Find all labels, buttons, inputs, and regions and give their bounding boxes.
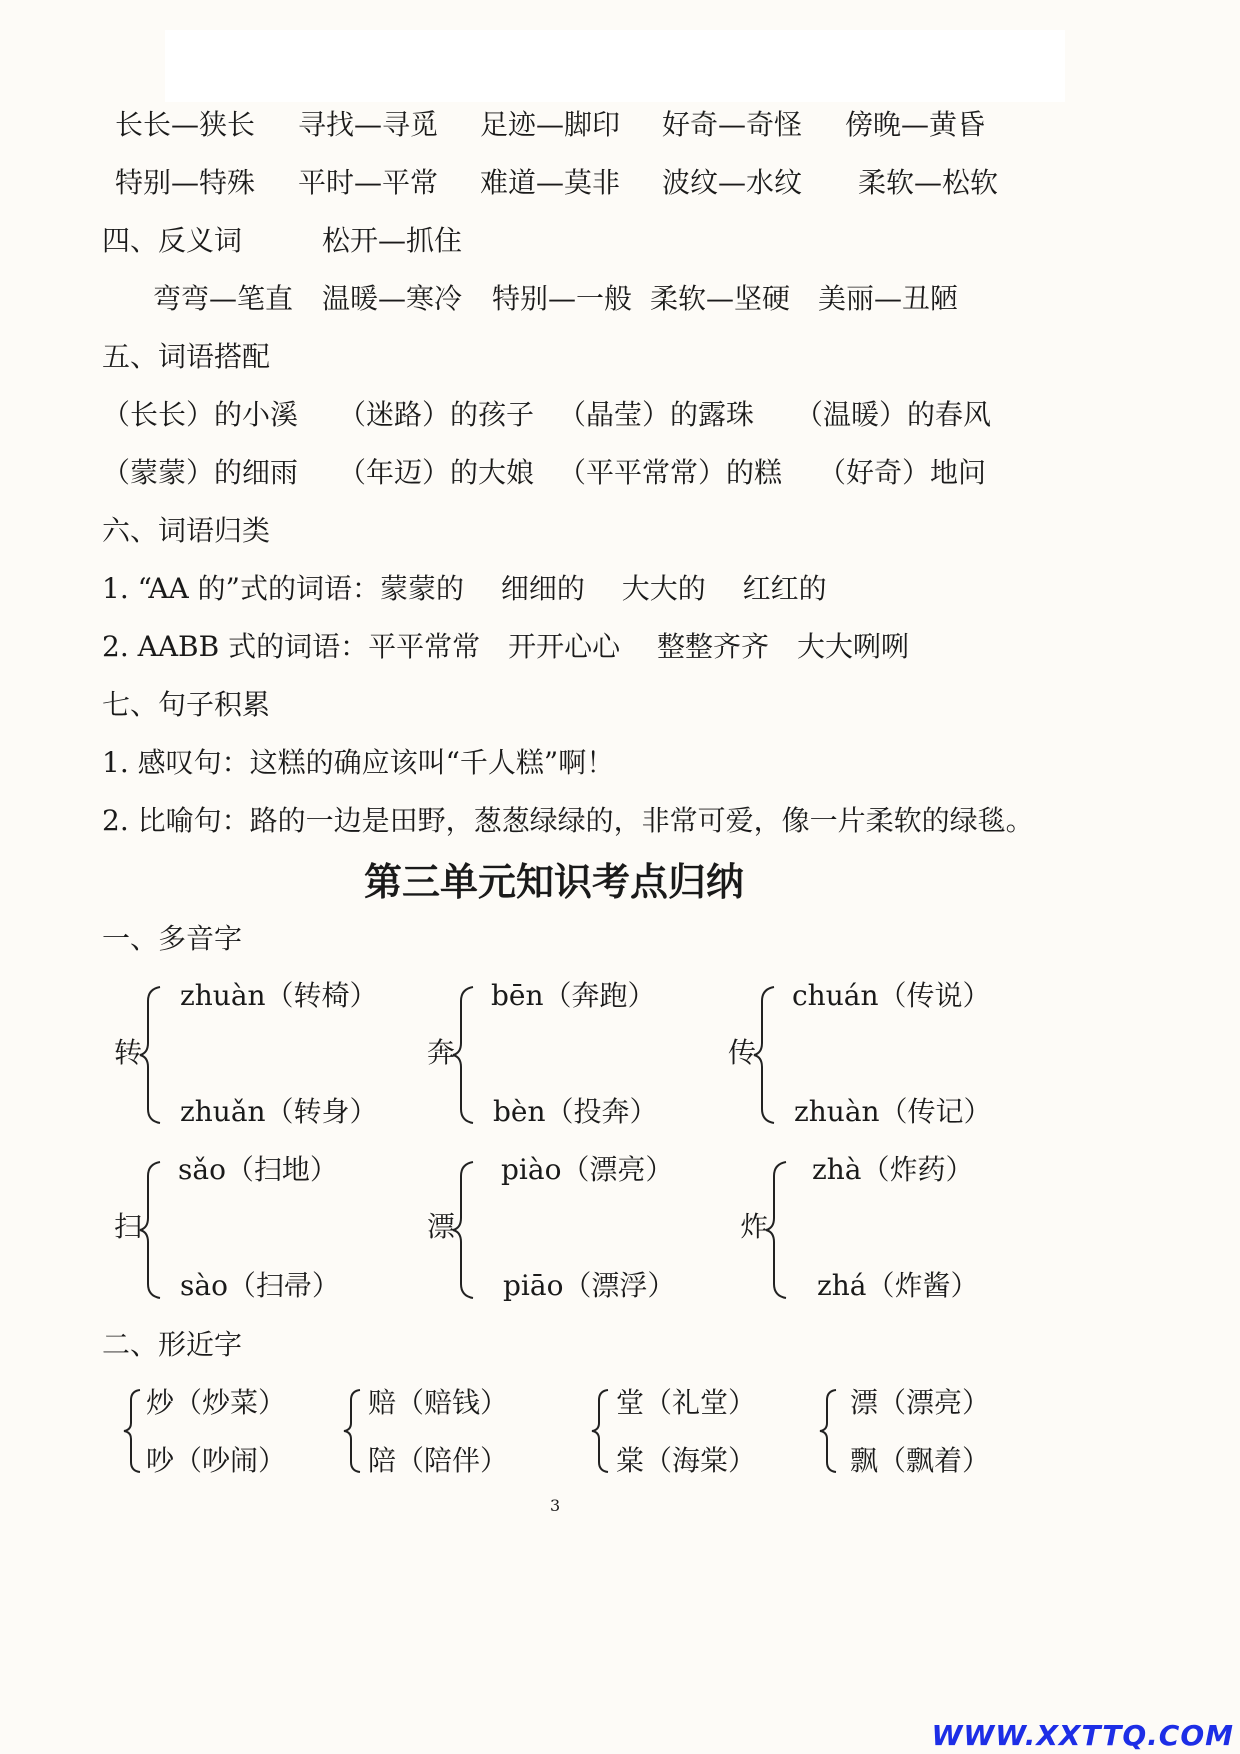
polyphone-reading: chuán（传说） — [792, 979, 991, 1012]
classify-line-aa: 1. “AA 的”式的词语：蒙蒙的 细细的 大大的 红红的 — [102, 572, 827, 605]
collocation-item: （蒙蒙）的细雨 — [102, 456, 299, 489]
polyphone-char: 炸 — [740, 1210, 769, 1243]
polyphone-reading: sǎo（扫地） — [178, 1153, 338, 1186]
similar-item: 炒（炒菜） — [146, 1386, 287, 1419]
synonym-pair: 傍晚—黄昏 — [845, 108, 986, 141]
polyphone-reading: bēn（奔跑） — [491, 979, 656, 1012]
collocation-item: （长长）的小溪 — [102, 398, 299, 431]
collocation-item: （迷路）的孩子 — [338, 398, 535, 431]
polyphone-char: 奔 — [427, 1036, 456, 1069]
collocation-item: （平平常常）的糕 — [558, 456, 783, 489]
brace-icon — [122, 1388, 144, 1474]
antonym-pair: 柔软—坚硬 — [650, 282, 791, 315]
page-number: 3 — [550, 1496, 561, 1515]
sentence-exclamation: 1. 感叹句：这糕的确应该叫“千人糕”啊！ — [102, 746, 615, 779]
polyphone-reading: zhuàn（转椅） — [180, 979, 378, 1012]
synonym-pair: 寻找—寻觅 — [298, 108, 439, 141]
polyphone-reading: bèn（投奔） — [493, 1095, 658, 1128]
polyphone-reading: zhá（炸酱） — [817, 1269, 979, 1302]
brace-icon — [451, 985, 477, 1125]
similar-item: 陪（陪伴） — [368, 1444, 509, 1477]
polyphone-char: 转 — [114, 1036, 143, 1069]
similar-item: 吵（吵闹） — [146, 1444, 287, 1477]
polyphone-reading: zhà（炸药） — [812, 1153, 974, 1186]
synonym-pair: 好奇—奇怪 — [662, 108, 803, 141]
polyphone-reading: zhuàn（传记） — [794, 1095, 992, 1128]
similar-item: 堂（礼堂） — [616, 1386, 757, 1419]
similar-heading: 二、形近字 — [102, 1328, 243, 1361]
antonym-pair: 特别—一般 — [492, 282, 633, 315]
polyphone-char: 扫 — [114, 1210, 143, 1243]
brace-icon — [590, 1388, 612, 1474]
similar-item: 飘（飘着） — [850, 1444, 991, 1477]
polyphone-char: 传 — [728, 1036, 757, 1069]
antonym-pair: 松开—抓住 — [322, 224, 463, 257]
polyphone-reading: zhuǎn（转身） — [180, 1095, 378, 1128]
synonym-pair: 平时—平常 — [298, 166, 439, 199]
synonym-pair: 波纹—水纹 — [662, 166, 803, 199]
brace-icon — [764, 1160, 790, 1300]
brace-icon — [138, 985, 164, 1125]
collocation-heading: 五、词语搭配 — [102, 340, 271, 373]
similar-item: 赔（赔钱） — [368, 1386, 509, 1419]
synonym-pair: 足迹—脚印 — [480, 108, 621, 141]
antonym-pair: 温暖—寒冷 — [322, 282, 463, 315]
collocation-item: （温暖）的春风 — [795, 398, 992, 431]
polyphone-reading: sào（扫帚） — [180, 1269, 340, 1302]
classify-heading: 六、词语归类 — [102, 514, 271, 547]
synonym-pair: 特别—特殊 — [115, 166, 256, 199]
synonym-pair: 长长—狭长 — [115, 108, 256, 141]
synonym-pair: 难道—莫非 — [480, 166, 621, 199]
brace-icon — [451, 1160, 477, 1300]
similar-item: 漂（漂亮） — [850, 1386, 991, 1419]
sentences-heading: 七、句子积累 — [102, 688, 271, 721]
site-watermark[interactable]: WWW.XXTTQ.COM — [931, 1719, 1234, 1752]
sentence-simile: 2. 比喻句：路的一边是田野，葱葱绿绿的，非常可爱，像一片柔软的绿毯。 — [102, 804, 1034, 837]
polyphone-char: 漂 — [427, 1210, 456, 1243]
similar-item: 棠（海棠） — [616, 1444, 757, 1477]
polyphone-reading: piāo（漂浮） — [503, 1269, 676, 1302]
antonym-pair: 弯弯—笔直 — [153, 282, 294, 315]
polyphone-reading: piào（漂亮） — [501, 1153, 674, 1186]
brace-icon — [752, 985, 778, 1125]
top-blank-band — [165, 30, 1065, 102]
polyphones-heading: 一、多音字 — [102, 922, 243, 955]
collocation-item: （晶莹）的露珠 — [558, 398, 755, 431]
synonym-pair: 柔软—松软 — [858, 166, 999, 199]
antonym-pair: 美丽—丑陋 — [818, 282, 959, 315]
unit3-title: 第三单元知识考点归纳 — [363, 860, 744, 904]
brace-icon — [342, 1388, 364, 1474]
collocation-item: （好奇）地问 — [818, 456, 987, 489]
brace-icon — [818, 1388, 840, 1474]
collocation-item: （年迈）的大娘 — [338, 456, 535, 489]
antonyms-heading: 四、反义词 — [102, 224, 243, 257]
classify-line-aabb: 2. AABB 式的词语：平平常常 开开心心 整整齐齐 大大咧咧 — [102, 630, 910, 663]
brace-icon — [138, 1160, 164, 1300]
